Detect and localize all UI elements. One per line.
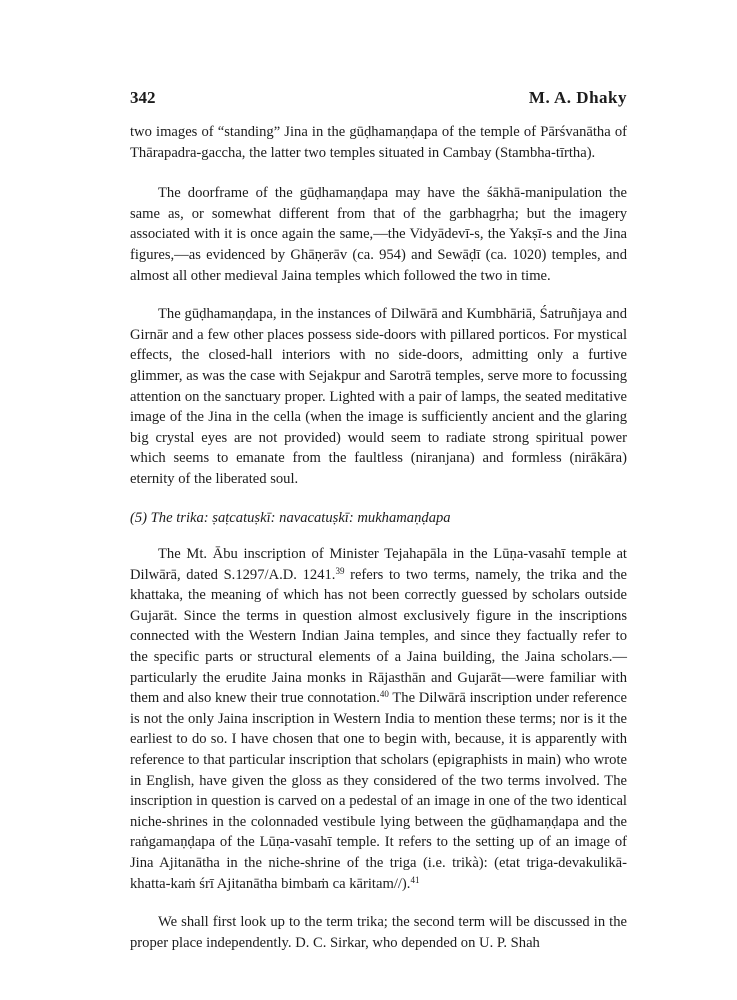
running-head-author: M. A. Dhaky <box>528 88 627 107</box>
inscription-text-a: The Mt. Ābu inscription of Minister Tejahapāla in the Lūṇa-vasahī temple at Dilwārā, dated S.1297/A.D. 1241. <box>130 546 627 583</box>
footnote-ref-39: 39 <box>335 565 345 576</box>
paragraph-trika: We shall first look up to the term trika; the second term will be discussed in the proper place independently. D. C. Sirkar, who depended on U. P. Shah <box>130 914 627 951</box>
paragraph-continued: two images of “standing” Jina in the gūḍhamaṇḍapa of the temple of Pārśvanātha of Thārapadra-gaccha, the latter two temples situated in Cambay (Stambha-tīrtha). <box>130 124 627 161</box>
inscription-text-b: refers to two terms, namely, the trika and the khattaka, the meaning of which has not been correctly guessed by scholars outside Gujarāt. Since the terms in question almost exclusively figure in the inscriptions connected with the Western Indian Jaina temples, and since they factually refer to the specific parts or structural elements of a Jaina building, the Jaina scholars.—particularly the erudite Jaina monks in Rājasthān and Gujarāt—were familiar with them and also knew their true connotation. <box>130 566 627 707</box>
page-number: 342 <box>130 88 156 107</box>
paragraph-doorframe: The doorframe of the gūḍhamaṇḍapa may have the śākhā-manipulation the same as, or somewhat different from that of the garbhagṛha; but the imagery associated with it is once again the same,—the Vidyādevī-s, the Yakṣī-s and the Jina figures,—as evidenced by Ghāṇerāv (ca. 954) and Sewāḍī (ca. 1020) temples, and almost all other medieval Jaina temples which followed the two in time. <box>130 185 627 284</box>
paragraph-inscription <box>130 544 627 894</box>
section-heading: (5) The trika: ṣaṭcatuṣkī: navacatuṣkī: mukhamaṇḍapa <box>130 509 451 526</box>
body-text <box>130 122 627 953</box>
inscription-text-c: The Dilwārā inscription under reference is not the only Jaina inscription in Western India to mention these terms; nor is it the earliest to do so. I have chosen that one to begin with, because, it is apparently with reference to that particular inscription that scholars (epigraphists in main) who wrote in English, have given the gloss as they considered of the two terms involved. The inscription in question is carved on a pedestal of an image in one of the two identical niche-shrines in the colonnaded vestibule lying between the gūḍhamaṇḍapa and the raṅgamaṇḍapa of the Lūṇa-vasahī temple. It refers to the setting up of an image of Jina Ajitanātha in the niche-shrine of the triga (i.e. trikà): (etat triga-devakulikā-khatta-kaṁ śrī Ajitanātha bimbaṁ ca kāritam//). <box>130 690 627 892</box>
paragraph-gudhamandapa: The gūḍhamaṇḍapa, in the instances of Dilwārā and Kumbhāriā, Śatruñjaya and Girnār and a few other places possess side-doors with pillared porticos. For mystical effects, the closed-hall interiors with no side-doors, admitting only a furtive glimmer, as was the case with Sejakpur and Sarotrā temples, serve more to focussing attention on the sanctuary proper. Lighted with a pair of lamps, the seated meditative image of the Jina in the cella (when the image is sufficiently ancient and the glaring big crystal eyes are not provided) would seem to radiate strong spiritual power which seems to emanate from the faultless (niranjana) and formless (nirākāra) eternity of the liberated soul. <box>130 306 627 487</box>
footnote-ref-40: 40 <box>379 689 389 700</box>
page-header <box>130 88 627 118</box>
footnote-ref-41: 41 <box>410 874 420 885</box>
